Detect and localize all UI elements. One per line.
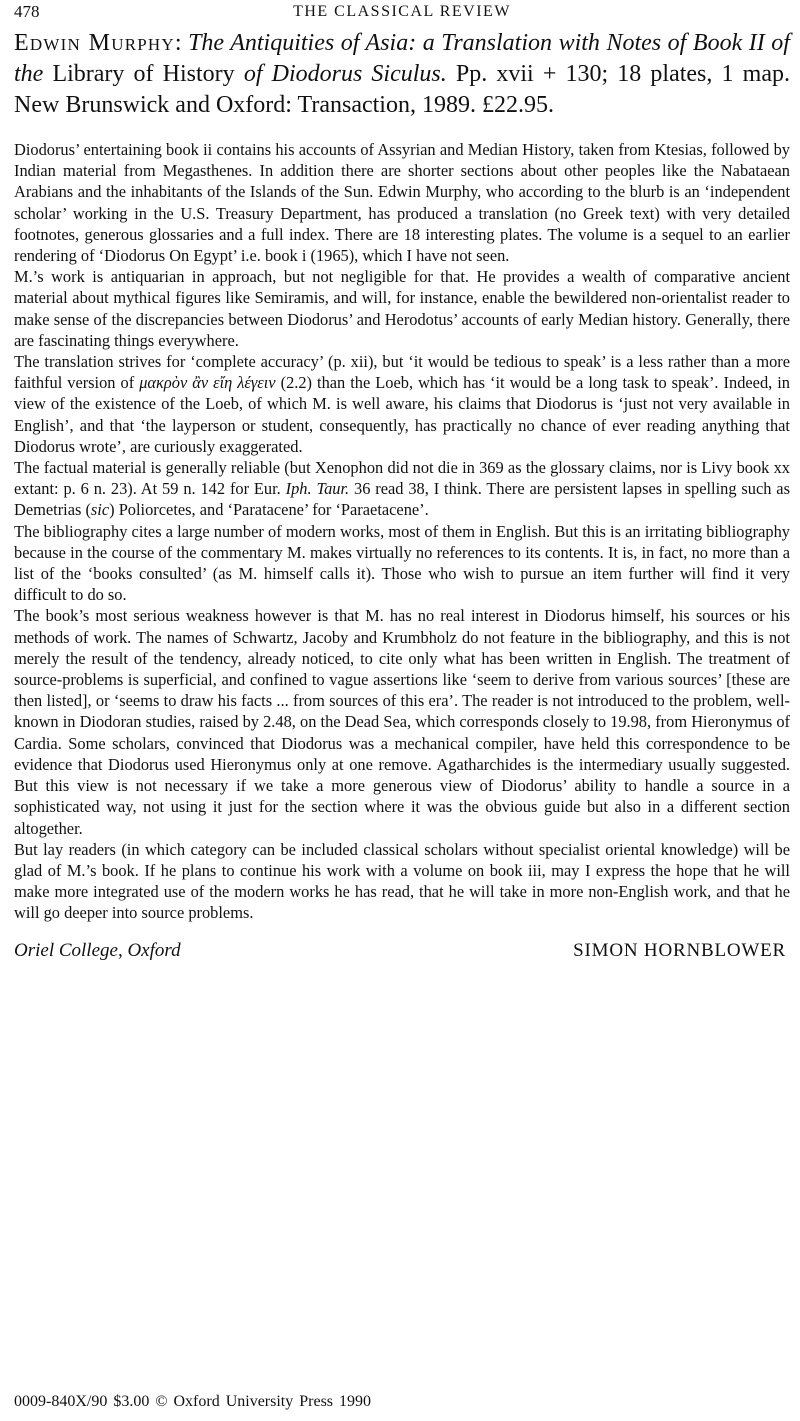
reviewer-affiliation: Oriel College, Oxford: [14, 939, 181, 961]
paragraph-4-text-c: ) Poliorcetes, and ‘Paratacene’ for ‘Paraetacene’.: [109, 500, 429, 520]
heading-colon: :: [408, 30, 423, 56]
paragraph-3-text-b: (2.2) than the Loeb, which has ‘it would be a long task to speak’. Indeed, in view of the existence of the Loeb, of which M. is well aware, his claims that Diodorus is ‘just not very available in English’, and that ‘the layperson or student, consequently, has practically no chance of ever reading anything that Diodorus wrote’, are curiously exaggerated.: [14, 373, 790, 456]
paragraph-2: M.’s work is antiquarian in approach, but not negligible for that. He provides a wealth of comparative ancient material about mythical figures like Semiramis, and will, for instance, enable the bewildered non-orientalist reader to make sense of the discrepancies between Diodorus’ and Herodotus’ accounts of early Median history. Generally, there are fascinating things everywhere.: [14, 267, 790, 350]
heading-separator: :: [174, 30, 189, 56]
book-title-roman: Library of History: [43, 61, 244, 87]
paragraph-5: The bibliography cites a large number of modern works, most of them in English. But this is an irritating bibliography because in the course of the commentary M. makes virtually no references to its contents. It is, in fact, no more than a list of the ‘books consulted’ (as M. himself calls it). Those who wish to pursue an item further will find it very difficult to do so.: [14, 521, 790, 605]
work-title-iph-taur: Iph. Taur.: [285, 479, 350, 499]
copyright-footer: 0009-840X/90 $3.00 © Oxford University Press 1990: [14, 1393, 372, 1410]
book-title-part-3: of Diodorus Siculus.: [243, 61, 447, 87]
page-number: 478: [14, 2, 40, 21]
book-title-part-1: The Antiquities of Asia: [188, 30, 409, 56]
review-body: [14, 139, 790, 924]
book-title-part-2: a Translation with Notes of Book II of the: [14, 30, 790, 87]
book-heading: [14, 28, 790, 121]
paragraph-3: [14, 351, 790, 457]
paragraph-4-text-b: 36 read 38, I think. There are persistent lapses in spelling such as Demetrias (: [14, 479, 790, 520]
reviewer-name: SIMON HORNBLOWER: [573, 939, 786, 961]
paragraph-7: But lay readers (in which category can be included classical scholars without specialist oriental knowledge) will be glad of M.’s book. If he plans to continue his work with a volume on book iii, may I express the hope that he will make more integrated use of the modern works he has read, that he will take in more non-English work, and that he will go deeper into source problems.: [14, 839, 790, 923]
paragraph-6: The book’s most serious weakness however is that M. has no real interest in Diodorus himself, his sources or his methods of work. The names of Schwartz, Jacoby and Krumbholz do not feature in the bibliography, and this is not merely the result of the tendency, already noticed, to cite only what has been written in English. The treatment of source-problems is superficial, and confined to vague assertions like ‘seem to derive from various sources’ [these are then listed], or ‘seems to draw his facts ... from sources of this era’. The reader is not introduced to the problem, well-known in Diodoran studies, raised by 2.48, on the Dead Sea, which corresponds closely to 19.98, from Hieronymus of Cardia. Some scholars, convinced that Diodorus was a mechanical compiler, have held this correspondence to be evidence that Diodorus used Hieronymus only at one remove. Agatharchides is the intermediary usually suggested. But this view is not necessary if we take a more generous view of Diodorus’ ability to handle a source in a sophisticated way, not using it just for the section where it was the obvious guide but also in a different section altogether.: [14, 606, 790, 838]
book-details: Pp. xvii + 130; 18 plates, 1 map. New Brunswick and Oxford: Transaction, 1989. £22.95.: [14, 61, 790, 118]
signature-line: [14, 938, 790, 964]
journal-title: THE CLASSICAL REVIEW: [293, 3, 511, 20]
paragraph-1: Diodorus’ entertaining book ii contains his accounts of Assyrian and Median History, taken from Ktesias, followed by Indian material from Megasthenes. In addition there are shorter sections about other peoples like the Nabataean Arabians and the inhabitants of the Islands of the Sun. Edwin Murphy, who according to the blurb is an ‘independent scholar’ working in the U.S. Treasury Department, has produced a translation (no Greek text) with very detailed footnotes, generous glossaries and a full index. There are 18 interesting plates. The volume is a sequel to an earlier rendering of ‘Diodorus On Egypt’ i.e. book i (1965), which I have not seen.: [14, 140, 790, 266]
book-author: Edwin Murphy: [14, 30, 175, 56]
paragraph-3-text-a: The translation strives for ‘complete accuracy’ (p. xii), but ‘it would be tedious to speak’ is a less rather than a more faithful version of: [14, 352, 790, 393]
sic-marker: sic: [90, 500, 110, 520]
running-head: [14, 0, 790, 24]
paragraph-4-text-a: The factual material is generally reliable (but Xenophon did not die in 369 as the glossary claims, nor is Livy book xx extant: p. 6 n. 23). At 59 n. 142 for Eur.: [14, 458, 790, 499]
greek-quotation: μακρὸν ἂν εἴη λέγειν: [139, 373, 276, 393]
paragraph-4: [14, 457, 790, 521]
